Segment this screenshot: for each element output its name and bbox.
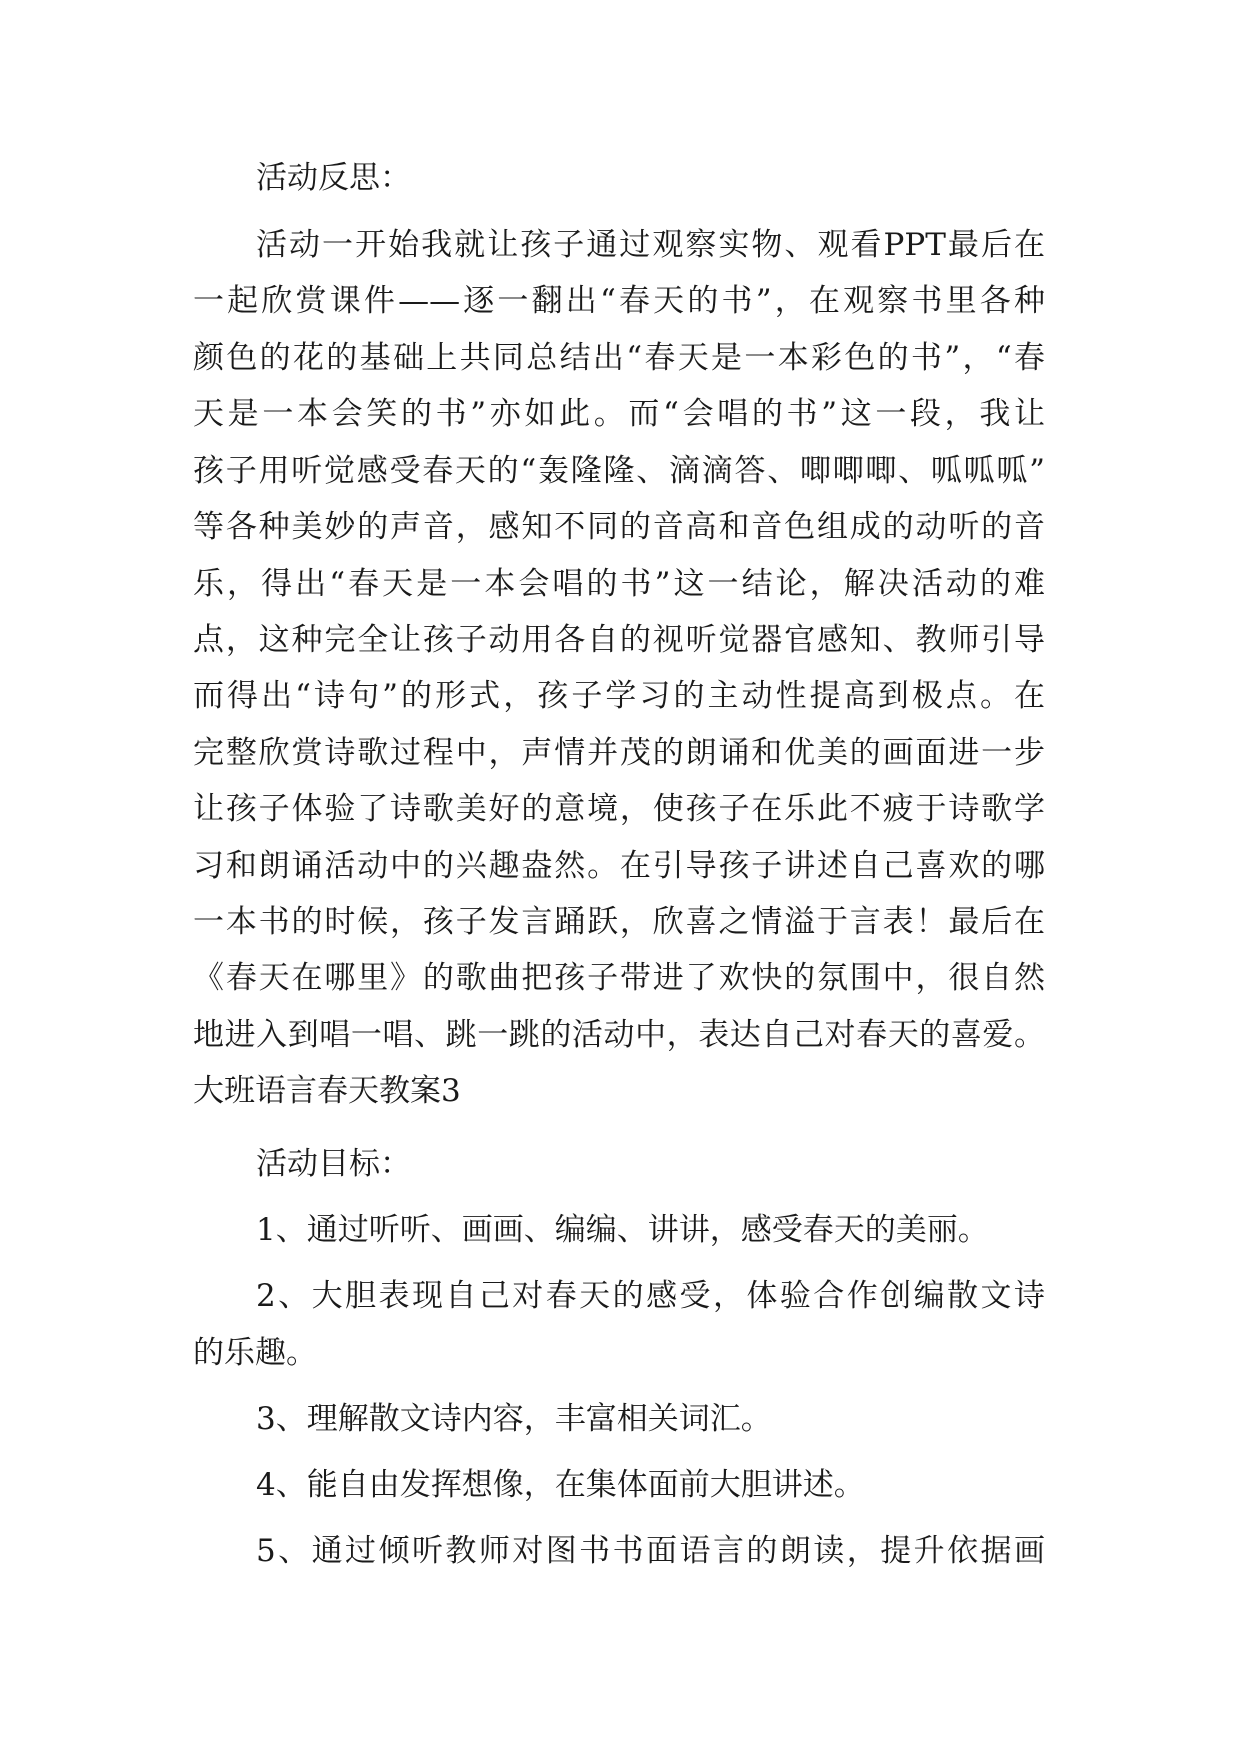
reflection-line: 完整欣赏诗歌过程中，声情并茂的朗诵和优美的画面进一步 — [193, 735, 1045, 771]
reflection-line: 地进入到唱一唱、跳一跳的活动中，表达自己对春天的喜爱。 — [193, 1017, 1045, 1053]
reflection-line: 一起欣赏课件——逐一翻出“春天的书”，在观察书里各种 — [193, 283, 1045, 319]
reflection-line: 颜色的花的基础上共同总结出“春天是一本彩色的书”，“春 — [193, 340, 1045, 376]
reflection-line: 习和朗诵活动中的兴趣盎然。在引导孩子讲述自己喜欢的哪 — [193, 848, 1045, 884]
goal-item: 5、通过倾听教师对图书书面语言的朗读，提升依据画 — [256, 1533, 1045, 1569]
reflection-line: 而得出“诗句”的形式，孩子学习的主动性提高到极点。在 — [193, 678, 1045, 714]
reflection-line: 天是一本会笑的书”亦如此。而“会唱的书”这一段，我让 — [193, 396, 1045, 432]
goal-item: 3、理解散文诗内容，丰富相关词汇。 — [256, 1401, 772, 1437]
reflection-heading: 活动反思： — [256, 160, 411, 196]
goals-heading: 活动目标： — [256, 1146, 411, 1182]
reflection-line: 等各种美妙的声音，感知不同的音高和音色组成的动听的音 — [193, 509, 1045, 545]
goal-item-continuation: 的乐趣。 — [193, 1335, 317, 1371]
section-title: 大班语言春天教案3 — [193, 1073, 461, 1109]
reflection-line: 乐，得出“春天是一本会唱的书”这一结论，解决活动的难 — [193, 566, 1045, 602]
reflection-line: 让孩子体验了诗歌美好的意境，使孩子在乐此不疲于诗歌学 — [193, 791, 1045, 827]
goal-item: 1、通过听听、画画、编编、讲讲，感受春天的美丽。 — [256, 1212, 989, 1248]
reflection-line: 点，这种完全让孩子动用各自的视听觉器官感知、教师引导 — [193, 622, 1045, 658]
goal-item: 4、能自由发挥想像，在集体面前大胆讲述。 — [256, 1467, 865, 1503]
reflection-line: 活动一开始我就让孩子通过观察实物、观看PPT最后在 — [256, 227, 1045, 263]
reflection-line: 《春天在哪里》的歌曲把孩子带进了欢快的氛围中，很自然 — [193, 960, 1045, 996]
reflection-line: 孩子用听觉感受春天的“轰隆隆、滴滴答、唧唧唧、呱呱呱” — [193, 453, 1045, 489]
reflection-line: 一本书的时候，孩子发言踊跃，欣喜之情溢于言表！最后在 — [193, 904, 1045, 940]
goal-item: 2、大胆表现自己对春天的感受，体验合作创编散文诗 — [256, 1278, 1045, 1314]
